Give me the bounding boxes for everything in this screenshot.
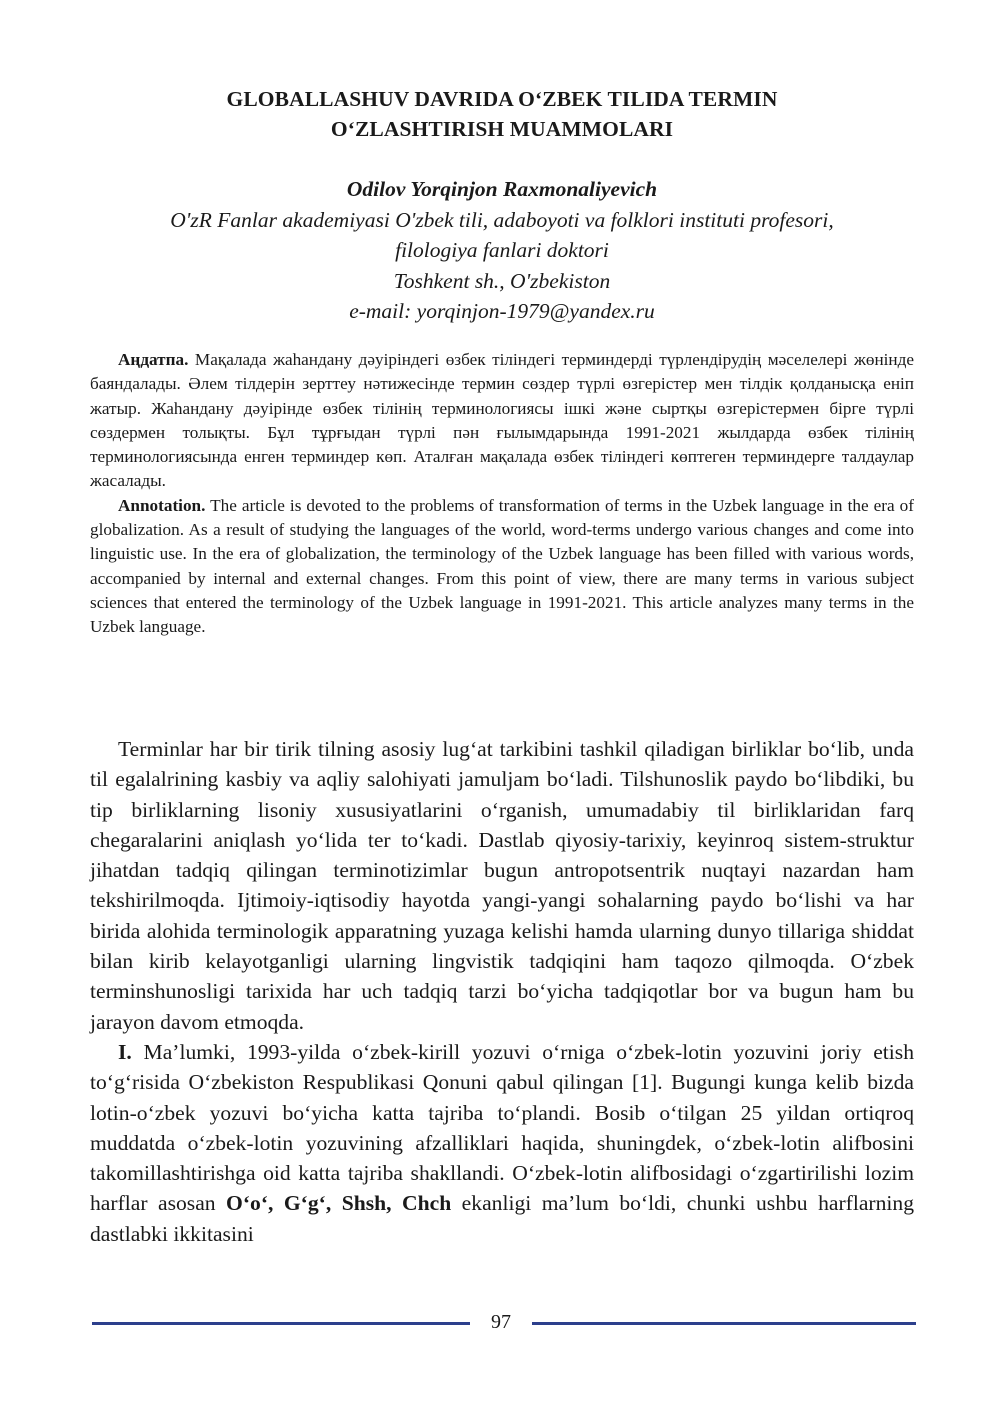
article-title <box>90 84 914 144</box>
abstract-english-text: The article is devoted to the problems of transformation of terms in the Uzbek language in the era of globalization. As a result of studying the languages of the world, word-terms undergo various changes and come into linguistic use. In the era of globalization, the terminology of the Uzbek language has been filled with various words, accompanied by internal and external changes. From this point of view, there are many terms in various subject sciences that entered the terminology of the Uzbek language in 1991-2021. This article analyzes many terms in the Uzbek language. <box>90 495 914 637</box>
footer-rule-right <box>532 1322 916 1325</box>
author-email: e-mail: yorqinjon-1979@yandex.ru <box>349 299 655 323</box>
body-paragraph-1: Terminlar har bir tirik tilning asosiy lug‘at tarkibini tashkil qiladigan birliklar bo‘lib, unda til egalalrining kasbiy va aqliy salohiyati jamuljam bo‘ladi. Tilshunoslik paydo bo‘libdiki, bu tip birliklarning lisoniy xususiyatlarini o‘rganish, umumadabiy til birliklaridan farq chegaralarini aniqlash yo‘lida ter to‘kadi. Dastlab qiyosiy-tarixiy, keyinroq sistem-struktur jihatdan tadqiq qilingan terminotizimlar bugun antropotsentrik nuqtayi nazardan ham tekshirilmoqda. Ijtimoiy-iqtisodiy hayotda yangi-yangi sohalarning paydo bo‘lishi va har birida alohida terminologik apparatning yuzaga kelishi hamda ularning dunyo tillariga shiddat bilan kirib kelayotganligi ularning lingvistik tadqiqini ham taqozo qilmoqda. O‘zbek terminshunosligi tarixida har uch tadqiq tarzi bo‘yicha tadqiqotlar bor va bugun ham bu jarayon davom etmoqda. <box>90 737 914 1034</box>
author-name: Odilov Yorqinjon Raxmonaliyevich <box>346 177 658 201</box>
author-affiliation: O'zR Fanlar akademiyasi O'zbek tili, adaboyoti va folklori instituti profesori, <box>170 207 834 232</box>
abstract-kazakh-text: Мақалада жаһандану дәуіріндегі өзбек тіліндегі терминдерді түрлендірудің мәселелері жөнінде баяндалады. Әлем тілдерін зерттеу нәтижесінде термин сөздер түрлі өзгерістер мен тілдік қолданысқа еніп жатыр. Жаһандану дәуірінде өзбек тілінің терминологиясы ішкі және сыртқы өзгерістермен бірге түрлі сөздермен толықты. Бұл тұрғыдан түрлі пән ғылымдарында 1991-2021 жылдарда өзбек тілінің терминологиясында енген терминдер көп. Аталған мақалада өзбек тіліндегі көптеген терминдерге талдаулар жасалады. <box>90 350 914 491</box>
author-degree: filologiya fanlari doktori <box>395 238 609 262</box>
author-block <box>90 174 914 327</box>
paragraph-2-tail: ekanligi ma’lum bo‘ldi, chunki ushbu harflarning dastlabki ikkitasini <box>90 1191 914 1246</box>
abstract-kazakh <box>90 348 914 494</box>
title-line-2: O‘ZLASHTIRISH MUAMMOLARI <box>330 117 674 141</box>
abstract-kazakh-label: Аңдатпа. <box>118 350 189 369</box>
abstract-section <box>90 348 914 640</box>
title-line-1: GLOBALLASHUV DAVRIDA O‘ZBEK TILIDA TERMIN <box>226 87 778 111</box>
page-number: 97 <box>491 1311 511 1333</box>
paragraph-2-bold-letters: O‘o‘, G‘g‘, Shsh, Chch <box>226 1191 452 1216</box>
author-location: Toshkent sh., O'zbekiston <box>393 268 611 293</box>
section-marker: I. <box>118 1039 132 1064</box>
paragraph-2-text: Ma’lumki, 1993-yilda o‘zbek-kirill yozuvi o‘rniga o‘zbek-lotin yozuvini joriy etish to‘g‘risida O‘zbekiston Respublikasi Qonuni qabul qilingan [1]. Bugungi kunga kelib bizda lotin-o‘zbek yozuvi bo‘yicha katta tajriba to‘plandi. Bosib o‘tilgan 25 yildan ortiqroq muddatda o‘zbek-lotin yozuvining afzalliklari haqida, shuningdek, o‘zbek-lotin alifbosini takomillashtirishga oid katta tajriba shakllandi. O‘zbek-lotin alifbosidagi o‘zgartirilishi lozim harflar asosan <box>90 1039 914 1216</box>
abstract-english <box>90 494 914 640</box>
article-body <box>90 734 914 1249</box>
footer-rule-left <box>92 1322 470 1325</box>
body-paragraph-2 <box>90 1037 914 1249</box>
abstract-english-label: Annotation. <box>118 495 206 515</box>
